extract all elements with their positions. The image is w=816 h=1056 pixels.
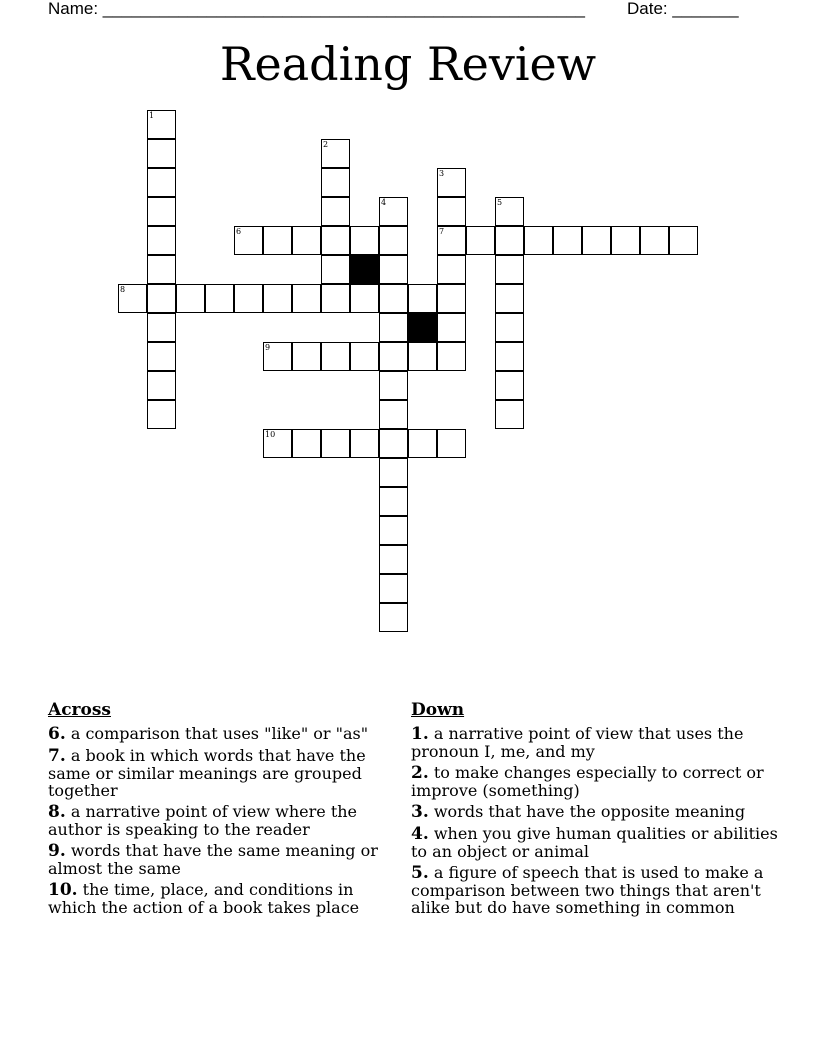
clue-number-label: 1: [149, 111, 155, 120]
crossword-cell[interactable]: [350, 429, 379, 458]
crossword-cell[interactable]: [147, 226, 176, 255]
crossword-cell[interactable]: [611, 226, 640, 255]
crossword-cell[interactable]: [379, 487, 408, 516]
crossword-cell[interactable]: [379, 226, 408, 255]
crossword-cell[interactable]: [437, 255, 466, 284]
crossword-cell[interactable]: [321, 255, 350, 284]
crossword-cell[interactable]: [379, 342, 408, 371]
crossword-cell[interactable]: [553, 226, 582, 255]
across-heading: Across: [48, 700, 111, 720]
crossword-cell[interactable]: [669, 226, 698, 255]
clue-number: 8.: [48, 802, 66, 822]
clue-number: 2.: [411, 763, 429, 783]
crossword-cell[interactable]: [379, 545, 408, 574]
crossword-cell[interactable]: [147, 371, 176, 400]
down-clue: [411, 864, 781, 916]
clue-number-label: 8: [120, 285, 126, 294]
clue-number: 10.: [48, 880, 78, 900]
crossword-cell[interactable]: [176, 284, 205, 313]
crossword-cell[interactable]: [495, 255, 524, 284]
crossword-cell[interactable]: [263, 342, 292, 371]
crossword-cell[interactable]: [321, 284, 350, 313]
clue-number-label: 9: [265, 343, 271, 352]
clue-number-label: 7: [439, 227, 445, 236]
crossword-cell[interactable]: [495, 313, 524, 342]
across-clues: [48, 700, 388, 920]
across-clue: [48, 842, 388, 877]
crossword-cell[interactable]: [495, 371, 524, 400]
clue-number: 3.: [411, 802, 429, 822]
crossword-cell[interactable]: [582, 226, 611, 255]
clue-number: 6.: [48, 724, 66, 744]
crossword-cell[interactable]: [263, 284, 292, 313]
clue-text: a narrative point of view that uses the pronoun I, me, and my: [411, 724, 744, 761]
clue-text: a narrative point of view where the author is speaking to the reader: [48, 802, 358, 839]
across-clue: [48, 747, 388, 799]
crossword-cell[interactable]: [379, 458, 408, 487]
crossword-cell[interactable]: [292, 284, 321, 313]
crossword-cell[interactable]: [379, 255, 408, 284]
clue-text: the time, place, and conditions in which the action of a book takes place: [48, 880, 360, 917]
clue-number-label: 4: [381, 198, 387, 207]
crossword-cell[interactable]: [263, 429, 292, 458]
crossword-cell[interactable]: [437, 284, 466, 313]
crossword-cell[interactable]: [437, 226, 466, 255]
down-clue: [411, 725, 781, 760]
crossword-cell[interactable]: [379, 313, 408, 342]
clue-number-label: 10: [265, 430, 276, 439]
black-square: [350, 255, 379, 284]
across-clue: [48, 725, 388, 743]
down-clue: [411, 825, 781, 860]
crossword-cell[interactable]: [147, 400, 176, 429]
clue-number-label: 6: [236, 227, 242, 236]
crossword-cell[interactable]: [466, 226, 495, 255]
crossword-cell[interactable]: [379, 603, 408, 632]
crossword-cell[interactable]: [321, 342, 350, 371]
crossword-cell[interactable]: [292, 226, 321, 255]
clue-text: a figure of speech that is used to make a comparison between two things that aren't alike but do have something in common: [411, 863, 764, 917]
clue-text: a comparison that uses "like" or "as": [70, 724, 369, 743]
name-field[interactable]: Name: ___________________________________________________: [48, 0, 585, 18]
crossword-cell[interactable]: [379, 429, 408, 458]
clue-number-label: 3: [439, 169, 445, 178]
crossword-cell[interactable]: [147, 342, 176, 371]
crossword-cell[interactable]: [408, 284, 437, 313]
crossword-cell[interactable]: [437, 313, 466, 342]
crossword-cell[interactable]: [234, 284, 263, 313]
crossword-cell[interactable]: [118, 284, 147, 313]
crossword-cell[interactable]: [147, 139, 176, 168]
crossword-cell[interactable]: [408, 342, 437, 371]
clue-number: 9.: [48, 841, 66, 861]
crossword-cell[interactable]: [147, 168, 176, 197]
crossword-cell[interactable]: [292, 342, 321, 371]
crossword-cell[interactable]: [147, 284, 176, 313]
crossword-cell[interactable]: [147, 255, 176, 284]
crossword-cell[interactable]: [437, 342, 466, 371]
crossword-cell[interactable]: [321, 139, 350, 168]
crossword-cell[interactable]: [379, 197, 408, 226]
crossword-cell[interactable]: [437, 168, 466, 197]
crossword-cell[interactable]: [350, 284, 379, 313]
crossword-cell[interactable]: [350, 226, 379, 255]
crossword-cell[interactable]: [408, 429, 437, 458]
crossword-cell[interactable]: [321, 168, 350, 197]
clue-text: words that have the same meaning or almost the same: [48, 841, 378, 878]
clue-number: 4.: [411, 824, 429, 844]
clue-number-label: 5: [497, 198, 503, 207]
clue-text: when you give human qualities or abilities to an object or animal: [411, 824, 778, 861]
across-clue: [48, 803, 388, 838]
crossword-cell[interactable]: [350, 342, 379, 371]
crossword-cell[interactable]: [147, 197, 176, 226]
crossword-cell[interactable]: [321, 197, 350, 226]
crossword-cell[interactable]: [437, 197, 466, 226]
crossword-cell[interactable]: [495, 226, 524, 255]
across-clue: [48, 881, 388, 916]
clue-number: 5.: [411, 863, 429, 883]
crossword-cell[interactable]: [495, 197, 524, 226]
crossword-cell[interactable]: [147, 313, 176, 342]
crossword-cell[interactable]: [379, 284, 408, 313]
crossword-cell[interactable]: [379, 371, 408, 400]
down-clue: [411, 764, 781, 799]
crossword-cell[interactable]: [379, 400, 408, 429]
crossword-cell[interactable]: [263, 226, 292, 255]
crossword-cell[interactable]: [640, 226, 669, 255]
crossword-cell[interactable]: [321, 429, 350, 458]
crossword-cell[interactable]: [321, 226, 350, 255]
crossword-cell[interactable]: [495, 284, 524, 313]
clue-number-label: 2: [323, 140, 329, 149]
crossword-cell[interactable]: [495, 342, 524, 371]
clue-text: words that have the opposite meaning: [433, 802, 746, 821]
page-title: Reading Review: [219, 37, 597, 91]
crossword-cell[interactable]: [205, 284, 234, 313]
crossword-cell[interactable]: [379, 516, 408, 545]
crossword-cell[interactable]: [437, 429, 466, 458]
clue-number: 7.: [48, 746, 66, 766]
crossword-cell[interactable]: [147, 110, 176, 139]
date-field[interactable]: Date: _______: [627, 0, 739, 18]
black-square: [408, 313, 437, 342]
down-clue: [411, 803, 781, 821]
crossword-cell[interactable]: [292, 429, 321, 458]
clue-text: a book in which words that have the same or similar meanings are grouped together: [48, 746, 366, 800]
crossword-cell[interactable]: [495, 400, 524, 429]
crossword-cell[interactable]: [379, 574, 408, 603]
clue-text: to make changes especially to correct or improve (something): [411, 763, 764, 800]
down-heading: Down: [411, 700, 465, 720]
clue-number: 1.: [411, 724, 429, 744]
down-clues: [411, 700, 781, 920]
crossword-cell[interactable]: [524, 226, 553, 255]
crossword-cell[interactable]: [234, 226, 263, 255]
